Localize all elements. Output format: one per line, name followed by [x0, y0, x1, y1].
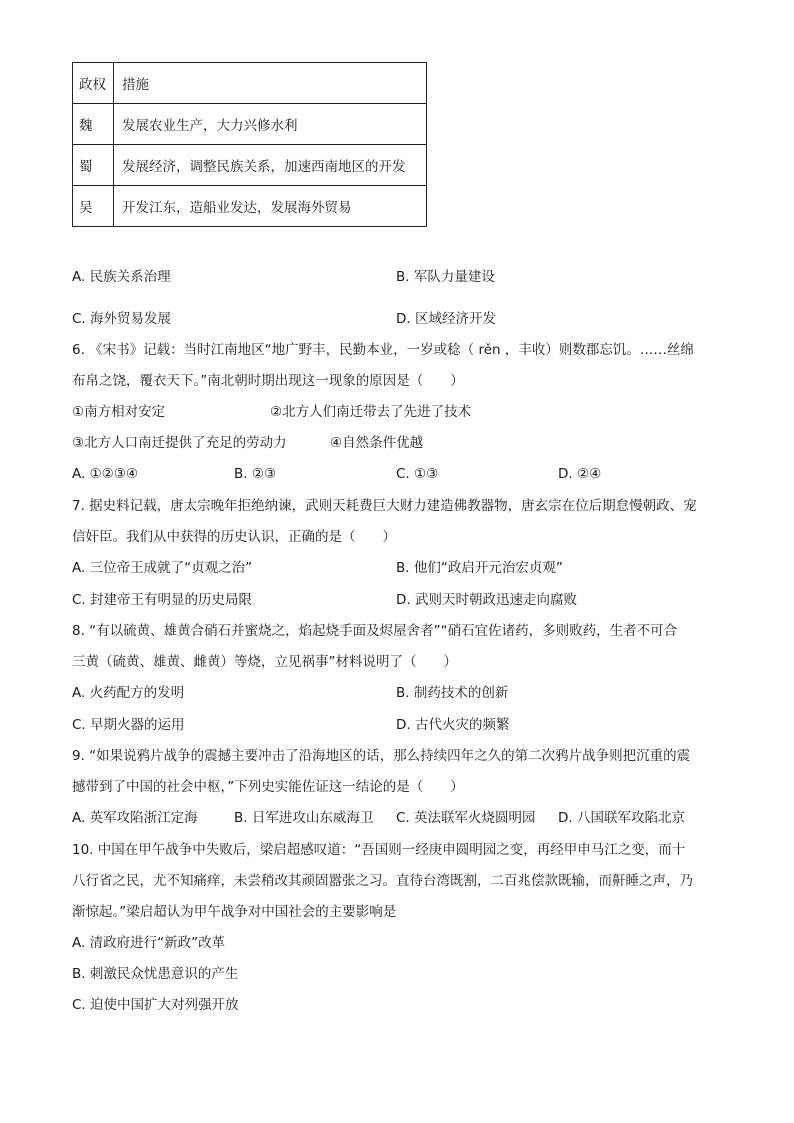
table-row [73, 104, 427, 145]
q8-option-d: D. 古代火灾的频繁 [396, 717, 510, 733]
q10-option-c: C. 迫使中国扩大对列强开放 [72, 997, 239, 1013]
q10-stem-line: 渐惊起。”梁启超认为甲午战争对中国社会的主要影响是 [72, 904, 397, 920]
table-header-cell: 政权 [73, 63, 114, 104]
table-cell: 发展农业生产，大力兴修水利 [114, 104, 427, 145]
q6-stem-line: 布帛之饶，覆衣天下。”南北朝时期出现这一现象的原因是（ ） [72, 373, 464, 389]
q9-option-c: C. 英法联军火烧圆明园 [396, 810, 536, 826]
q7-option-d: D. 武则天时朝政迅速走向腐败 [396, 592, 577, 608]
q7-option-c: C. 封建帝王有明显的历史局限 [72, 592, 253, 608]
q7-option-b: B. 他们“政启开元治宏贞观” [396, 560, 563, 576]
q7-stem-line: 信奸臣。我们从中获得的历史认识，正确的是（ ） [72, 529, 396, 545]
q10-option-a: A. 清政府进行“新政”改革 [72, 935, 226, 951]
q6-item: ①南方相对安定 [72, 404, 166, 420]
table-row [73, 145, 427, 186]
q6-stem-line: 6. 《宋书》记载：当时江南地区“地广野丰，民勤本业，一岁或稔（ rěn ，丰收）则数郡忘饥。……丝绵 [72, 342, 694, 358]
q10-stem-line: 10. 中国在甲午战争中失败后，梁启超感叹道：“吾国则一经庚申圆明园之变，再经甲申马江之变，而十 [72, 842, 686, 858]
q8-option-c: C. 早期火器的运用 [72, 717, 185, 733]
q7-stem-line: 7. 据史料记载，唐太宗晚年拒绝纳谏，武则天耗费巨大财力建造佛教器物，唐玄宗在位后期怠慢朝政、宠 [72, 498, 697, 514]
q9-option-a: A. 英军攻陷浙江定海 [72, 810, 198, 826]
q9-stem-line: 撼带到了中国的社会中枢，”下列史实能佐证这一结论的是（ ） [72, 779, 464, 795]
q6-item: ④自然条件优越 [330, 435, 424, 451]
q6-option-a: A. ①②③④ [72, 466, 138, 482]
q9-stem-line: 9. “如果说鸦片战争的震撼主要冲击了沿海地区的话，那么持续四年之久的第二次鸦片战争则把沉重的震 [72, 748, 691, 764]
policy-table [72, 62, 427, 227]
q6-item: ③北方人口南迁提供了充足的劳动力 [72, 435, 287, 451]
table-header-cell: 措施 [114, 63, 427, 104]
q10-stem-line: 八行省之民，尤不知痛痒，未尝稍改其顽固嚣张之习。直待台湾既割，二百兆偿款既输，而鼾睡之声，乃 [72, 873, 693, 889]
table-cell: 发展经济，调整民族关系，加速西南地区的开发 [114, 145, 427, 186]
q5-option-d: D. 区域经济开发 [396, 311, 496, 327]
q6-item: ②北方人们南迁带去了先进了技术 [270, 404, 472, 420]
q10-option-b: B. 刺激民众忧患意识的产生 [72, 966, 239, 982]
table-header-row [73, 63, 427, 104]
q7-option-a: A. 三位帝王成就了“贞观之治” [72, 560, 253, 576]
q8-option-b: B. 制药技术的创新 [396, 685, 509, 701]
q5-option-b: B. 军队力量建设 [396, 269, 495, 285]
q9-option-b: B. 日军进攻山东威海卫 [234, 810, 374, 826]
q5-option-c: C. 海外贸易发展 [72, 311, 172, 327]
q8-option-a: A. 火药配方的发明 [72, 685, 185, 701]
table-cell: 开发江东，造船业发达，发展海外贸易 [114, 186, 427, 227]
q8-stem-line: 8. “有以硫黄、雄黄合硝石并蜜烧之，焰起烧手面及烬屋舍者”“硝石宜佐诸药，多则败药，生者不可合 [72, 623, 678, 639]
q6-option-c: C. ①③ [396, 466, 439, 482]
q9-option-d: D. 八国联军攻陷北京 [558, 810, 685, 826]
table-row [73, 186, 427, 227]
q6-option-b: B. ②③ [234, 466, 277, 482]
q5-option-a: A. 民族关系治理 [72, 269, 171, 285]
table-cell: 蜀 [73, 145, 114, 186]
q8-stem-line: 三黄（硫黄、雄黄、雌黄）等烧，立见祸事”材料说明了（ ） [72, 654, 457, 670]
table-cell: 魏 [73, 104, 114, 145]
q6-option-d: D. ②④ [558, 466, 602, 482]
table-cell: 吴 [73, 186, 114, 227]
